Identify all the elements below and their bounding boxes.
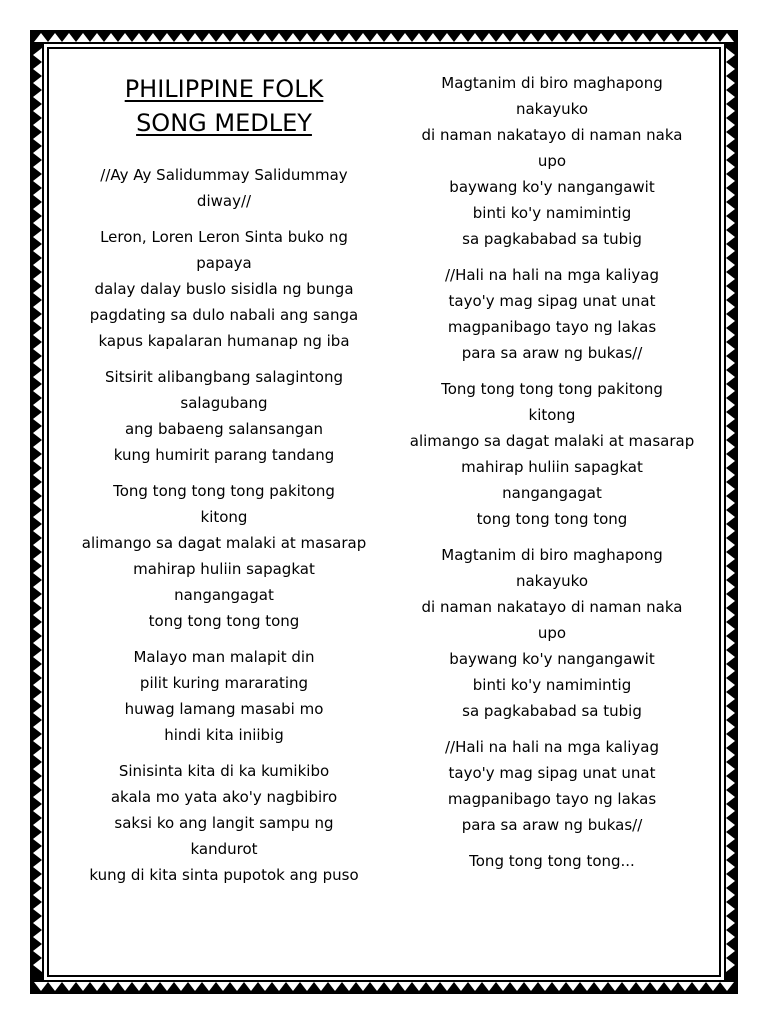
lyric-line: pilit kuring mararating (139, 674, 309, 692)
lyric-line: //Hali na hali na mga kaliyag (444, 738, 660, 756)
lyric-line: magpanibago tayo ng lakas (447, 318, 657, 336)
lyric-line: //Ay Ay Salidummay Salidummay (100, 166, 348, 184)
stanza (68, 162, 380, 214)
lyric-line: sa pagkababad sa tubig (462, 702, 642, 720)
lyric-line: //Hali na hali na mga kaliyag (444, 266, 660, 284)
lyric-line: tayo'y mag sipag unat unat (448, 292, 656, 310)
stanza (402, 262, 702, 366)
lyric-line: alimango sa dagat malaki at masarap (81, 534, 367, 552)
lyric-line: para sa araw ng bukas// (461, 816, 643, 834)
lyric-line: upo (537, 624, 567, 642)
stanza (402, 70, 702, 252)
lyric-line: Tong tong tong tong... (469, 852, 635, 870)
lyric-line: tong tong tong tong (148, 612, 300, 630)
lyric-line: Magtanim di biro maghapong (441, 546, 663, 564)
left-column (68, 72, 380, 898)
lyric-line: papaya (196, 254, 252, 272)
lyric-line: dalay dalay buslo sisidla ng bunga (94, 280, 354, 298)
stanza (68, 758, 380, 888)
lyric-line: Sinisinta kita di ka kumikibo (118, 762, 330, 780)
lyric-line: tayo'y mag sipag unat unat (448, 764, 656, 782)
lyric-line: mahirap huliin sapagkat (461, 458, 643, 476)
lyric-line: Magtanim di biro maghapong (441, 74, 663, 92)
lyric-line: salagubang (180, 394, 268, 412)
stanza (68, 364, 380, 468)
lyric-line: Tong tong tong tong pakitong (441, 380, 663, 398)
stanza (68, 224, 380, 354)
stanza (402, 542, 702, 724)
stanza (402, 848, 702, 874)
right-column (402, 70, 702, 884)
lyric-line: ang babaeng salansangan (124, 420, 324, 438)
lyric-line: di naman nakatayo di naman naka (421, 598, 683, 616)
stanza (402, 734, 702, 838)
lyric-line: kung humirit parang tandang (113, 446, 335, 464)
lyric-line: saksi ko ang langit sampu ng (114, 814, 334, 832)
lyric-line: tong tong tong tong (476, 510, 628, 528)
lyric-line: nakayuko (515, 100, 589, 118)
lyric-line: Malayo man malapit din (133, 648, 315, 666)
lyric-line: nakayuko (515, 572, 589, 590)
lyric-line: magpanibago tayo ng lakas (447, 790, 657, 808)
lyric-line: pagdating sa dulo nabali ang sanga (89, 306, 359, 324)
page-title (68, 72, 380, 140)
lyric-line: huwag lamang masabi mo (124, 700, 324, 718)
lyric-line: kandurot (190, 840, 258, 858)
lyric-line: di naman nakatayo di naman naka (421, 126, 683, 144)
lyric-line: alimango sa dagat malaki at masarap (409, 432, 695, 450)
lyric-line: hindi kita iniibig (164, 726, 284, 744)
stanza (68, 478, 380, 634)
lyric-line: baywang ko'y nangangawit (449, 178, 655, 196)
lyric-line: binti ko'y namimintig (472, 204, 632, 222)
lyric-line: akala mo yata ako'y nagbibiro (110, 788, 338, 806)
lyric-line: nangangagat (502, 484, 602, 502)
stanza (402, 376, 702, 532)
lyric-line: binti ko'y namimintig (472, 676, 632, 694)
lyric-line: diway// (196, 192, 252, 210)
lyric-line: Leron, Loren Leron Sinta buko ng (100, 228, 348, 246)
title-line: PHILIPPINE FOLK (124, 75, 324, 103)
lyric-line: baywang ko'y nangangawit (449, 650, 655, 668)
lyric-line: kung di kita sinta pupotok ang puso (89, 866, 359, 884)
lyric-line: kitong (200, 508, 248, 526)
lyric-line: para sa araw ng bukas// (461, 344, 643, 362)
lyric-line: Tong tong tong tong pakitong (113, 482, 335, 500)
title-line: SONG MEDLEY (136, 109, 312, 137)
lyric-line: sa pagkababad sa tubig (462, 230, 642, 248)
lyric-line: kitong (528, 406, 576, 424)
lyric-line: Sitsirit alibangbang salagintong (105, 368, 343, 386)
lyric-line: upo (537, 152, 567, 170)
stanza (68, 644, 380, 748)
lyric-line: nangangagat (174, 586, 274, 604)
lyric-line: mahirap huliin sapagkat (133, 560, 315, 578)
lyric-line: kapus kapalaran humanap ng iba (98, 332, 350, 350)
